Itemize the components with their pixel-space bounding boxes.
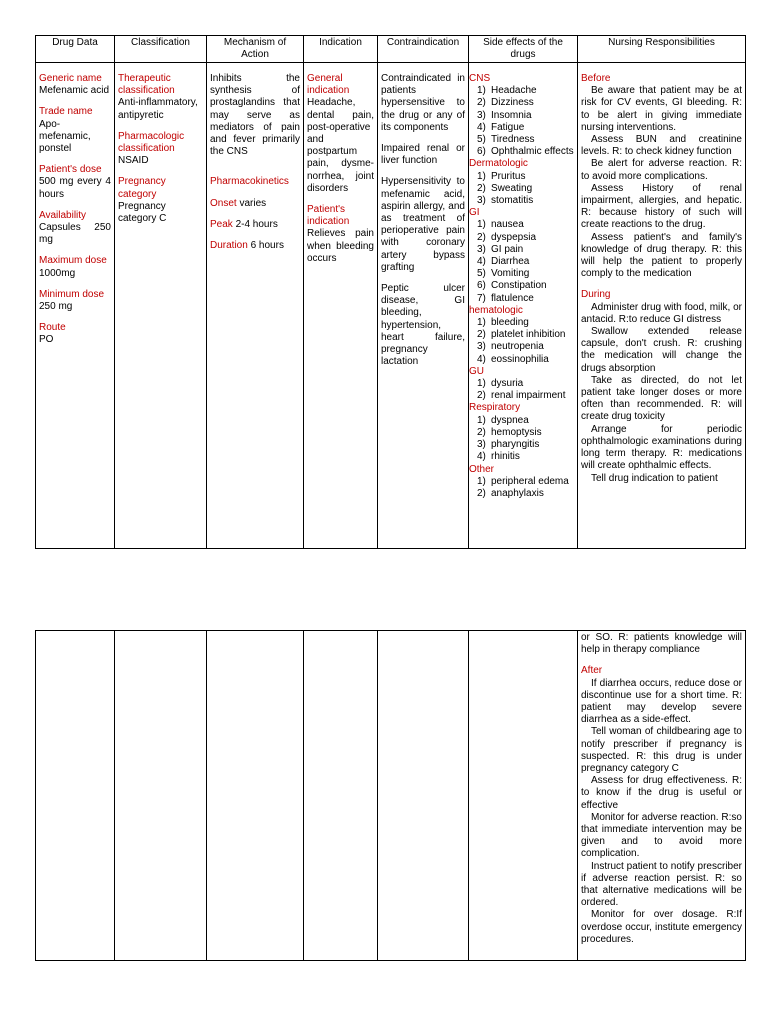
list-item: 1) dysuria [477, 378, 524, 390]
list-item: 4) eossinophilia [477, 353, 549, 365]
other-list [469, 476, 577, 500]
before-label: Before [581, 73, 611, 84]
nursing-item: Tell drug indication to patient [591, 472, 718, 484]
indication-cell [304, 63, 378, 549]
therapeutic-classification-value: Anti-inflammatory, antipyretic [118, 97, 198, 121]
mechanism-cell [207, 63, 304, 549]
list-item: 2) renal impairment [477, 390, 566, 402]
continuation-row [36, 631, 746, 961]
list-item: 6) Ophthalmic effects [477, 146, 574, 158]
patient-indication-label: Patient's indication [307, 204, 350, 228]
header-contraindication: Contraindication [378, 36, 469, 63]
list-item: 1) peripheral edema [477, 475, 569, 487]
side-effect-group-gi: GI [469, 207, 480, 219]
list-item: 2) dyspepsia [477, 231, 537, 243]
contraindication-item: Hypersensitivity to mefenamic acid, aspirin allergy, and as treatment of perioperative pain with coronary artery bypass grafting [381, 176, 465, 273]
nursing-item: Administer drug with food, milk, or antacid. R:to reduce GI distress [581, 301, 742, 325]
list-item: 3) GI pain [477, 243, 524, 255]
empty-cell [36, 631, 115, 961]
trade-name-value: Apo-mefenamic, ponstel [39, 118, 91, 155]
header-nursing: Nursing Responsibilities [578, 36, 746, 63]
minimum-dose-label: Minimum dose [39, 288, 105, 300]
list-item: 3) pharyngitis [477, 439, 540, 451]
list-item: 3) Insomnia [477, 109, 532, 121]
header-drug-data: Drug Data [36, 36, 115, 63]
nursing-item: Monitor for over dosage. R:If overdose occur, institute emergency procedures. [581, 909, 742, 945]
header-side-effects: Side effects of the drugs [469, 36, 578, 63]
after-label: After [581, 665, 603, 677]
contraindication-item: Contraindicated in patients hypersensitive to the drug or any of its components [381, 73, 465, 133]
header-indication: Indication [304, 36, 378, 63]
list-item: 6) Constipation [477, 280, 547, 292]
drug-data-cell [36, 63, 115, 549]
empty-cell [469, 631, 578, 961]
list-item: 1) Headache [477, 85, 537, 97]
duration-value: 6 hours [247, 240, 284, 252]
nursing-item: Assess patient's and family's knowledge of drug therapy. R: this will help the patient to properly comply to the medication [581, 231, 742, 280]
list-item: 3) neutropenia [477, 341, 544, 353]
nursing-item: Be aware that patient may be at risk for CV events, GI bleeding. R: to be alert in giving immediate nursing interventions. [581, 85, 742, 133]
duration-line [210, 240, 300, 252]
peak-value: 2-4 hours [232, 218, 278, 230]
list-item: 1) dyspnea [477, 414, 529, 426]
therapeutic-classification-label: Therapeutic classification [118, 73, 175, 97]
peak-line [210, 219, 300, 231]
general-indication-label: General indication [307, 73, 350, 97]
side-effect-group-dermatologic: Dermatologic [469, 158, 528, 170]
cns-list [469, 85, 577, 158]
list-item: 1) Pruritus [477, 170, 526, 182]
nursing-item: Arrange for periodic ophthalmologic examinations during long term therapy. R: medications will create ophthalmic effects. [581, 423, 742, 472]
list-item: 3) stomatitis [477, 195, 534, 207]
onset-value: varies [236, 197, 267, 209]
nursing-item: Take as directed, do not let patient take longer doses or more often than recommended. R: will create drug toxicity [581, 374, 742, 423]
during-continued: or SO. R: patients knowledge will help in therapy compliance [581, 632, 742, 656]
pregnancy-category-label: Pregnancy category [118, 176, 166, 200]
list-item: 4) Diarrhea [477, 256, 530, 268]
route-label: Route [39, 322, 66, 334]
side-effect-group-cns: CNS [469, 73, 491, 84]
generic-name-value: Mefenamic acid [39, 85, 110, 97]
maximum-dose-label: Maximum dose [39, 255, 107, 267]
side-effect-group-respiratory: Respiratory [469, 402, 521, 414]
header-mechanism: Mechanism of Action [207, 36, 304, 63]
empty-cell [304, 631, 378, 961]
dermatologic-list [469, 171, 577, 208]
side-effect-group-other: Other [469, 463, 495, 475]
nursing-cell-continued [578, 631, 746, 961]
list-item: 7) flatulence [477, 292, 534, 304]
respiratory-list [469, 415, 577, 464]
duration-label: Duration [210, 240, 248, 252]
side-effect-group-gu: GU [469, 365, 484, 377]
side-effects-cell [469, 63, 578, 549]
empty-cell [207, 631, 304, 961]
content-row [36, 63, 746, 549]
pregnancy-category-value: Pregnancy category C [118, 200, 167, 225]
patient-indication-value: Relieves pain when bleeding occurs [307, 228, 374, 264]
general-indication-value: Headache, dental pain, post-operative and postpartum pain, dysme-norrhea, joint disorders [307, 97, 374, 194]
peak-label: Peak [210, 218, 233, 230]
empty-cell [115, 631, 207, 961]
nursing-item: Assess History of renal impairment, allergies, and hepatic. R: because history of such will create reactions to the drug. [581, 182, 742, 231]
list-item: 2) Dizziness [477, 97, 534, 109]
availability-value: Capsules 250 mg [39, 222, 111, 246]
pharmacokinetics-label: Pharmacokinetics [210, 176, 289, 188]
nursing-item: Tell woman of childbearing age to notify prescriber if pregnancy is suspected. R: this drug is under pregnancy category C [581, 726, 742, 775]
list-item: 2) platelet inhibition [477, 329, 566, 341]
list-item: 2) Sweating [477, 182, 533, 194]
mechanism-text: Inhibits the synthesis of prostaglandins that may serve as mediators of pain and fever primarily the CNS [210, 73, 300, 158]
maximum-dose-value: 1000mg [39, 267, 76, 279]
header-classification: Classification [115, 36, 207, 63]
pharmacologic-classification-label: Pharmacologic classification [118, 130, 185, 155]
route-value: PO [39, 334, 54, 346]
availability-label: Availability [39, 209, 87, 221]
side-effect-group-hematologic: hematologic [469, 304, 523, 316]
drug-study-table-page-2 [35, 630, 746, 961]
list-item: 1) nausea [477, 219, 524, 231]
empty-cell [378, 631, 469, 961]
nursing-cell [578, 63, 746, 549]
nursing-item: Assess BUN and creatinine levels. R: to check kidney function [581, 134, 742, 158]
contraindication-cell [378, 63, 469, 549]
gi-list [469, 219, 577, 304]
nursing-item: Assess for drug effectiveness. R: to know if the drug is useful or effective [581, 775, 742, 811]
header-row [36, 36, 746, 63]
patient-dose-value: 500 mg every 4 hours [39, 176, 111, 200]
onset-label: Onset [210, 197, 237, 209]
nursing-item: Be alert for adverse reaction. R: to avoid more complications. [581, 158, 742, 182]
patient-dose-label: Patient's dose [39, 164, 102, 176]
list-item: 2) hemoptysis [477, 426, 542, 438]
nursing-item: If diarrhea occurs, reduce dose or discontinue use for a short time. R: patient may develop severe diarrhea as a side-effect. [581, 677, 742, 726]
nursing-item: Instruct patient to notify prescriber if adverse reaction persist. R: so that alternative medications will be ordered. [581, 860, 742, 909]
nursing-item: Swallow extended release capsule, don't crush. R: crushing the medication will change the drugs absorption [581, 326, 742, 374]
classification-cell [115, 63, 207, 549]
list-item: 4) rhinitis [477, 451, 520, 463]
contraindication-item: Peptic ulcer disease, GI bleeding, hypertension, heart failure, pregnancy lactation [381, 283, 465, 368]
trade-name-label: Trade name [39, 106, 93, 118]
hematologic-list [469, 317, 577, 366]
during-label: During [581, 289, 611, 301]
contraindication-item: Impaired renal or liver function [381, 143, 465, 167]
list-item: 2) anaphylaxis [477, 487, 544, 499]
drug-study-table-page-1 [35, 35, 746, 549]
list-item: 4) Fatigue [477, 121, 525, 133]
pharmacologic-classification-value: NSAID [118, 155, 149, 167]
gu-list [469, 378, 577, 402]
list-item: 5) Tiredness [477, 134, 535, 146]
onset-line [210, 198, 300, 210]
generic-name-label: Generic name [39, 73, 102, 84]
list-item: 5) Vomiting [477, 268, 530, 280]
list-item: 1) bleeding [477, 317, 529, 329]
nursing-item: Monitor for adverse reaction. R:so that immediate intervention may be given and to avoid more complication. [581, 811, 742, 860]
minimum-dose-value: 250 mg [39, 301, 73, 313]
